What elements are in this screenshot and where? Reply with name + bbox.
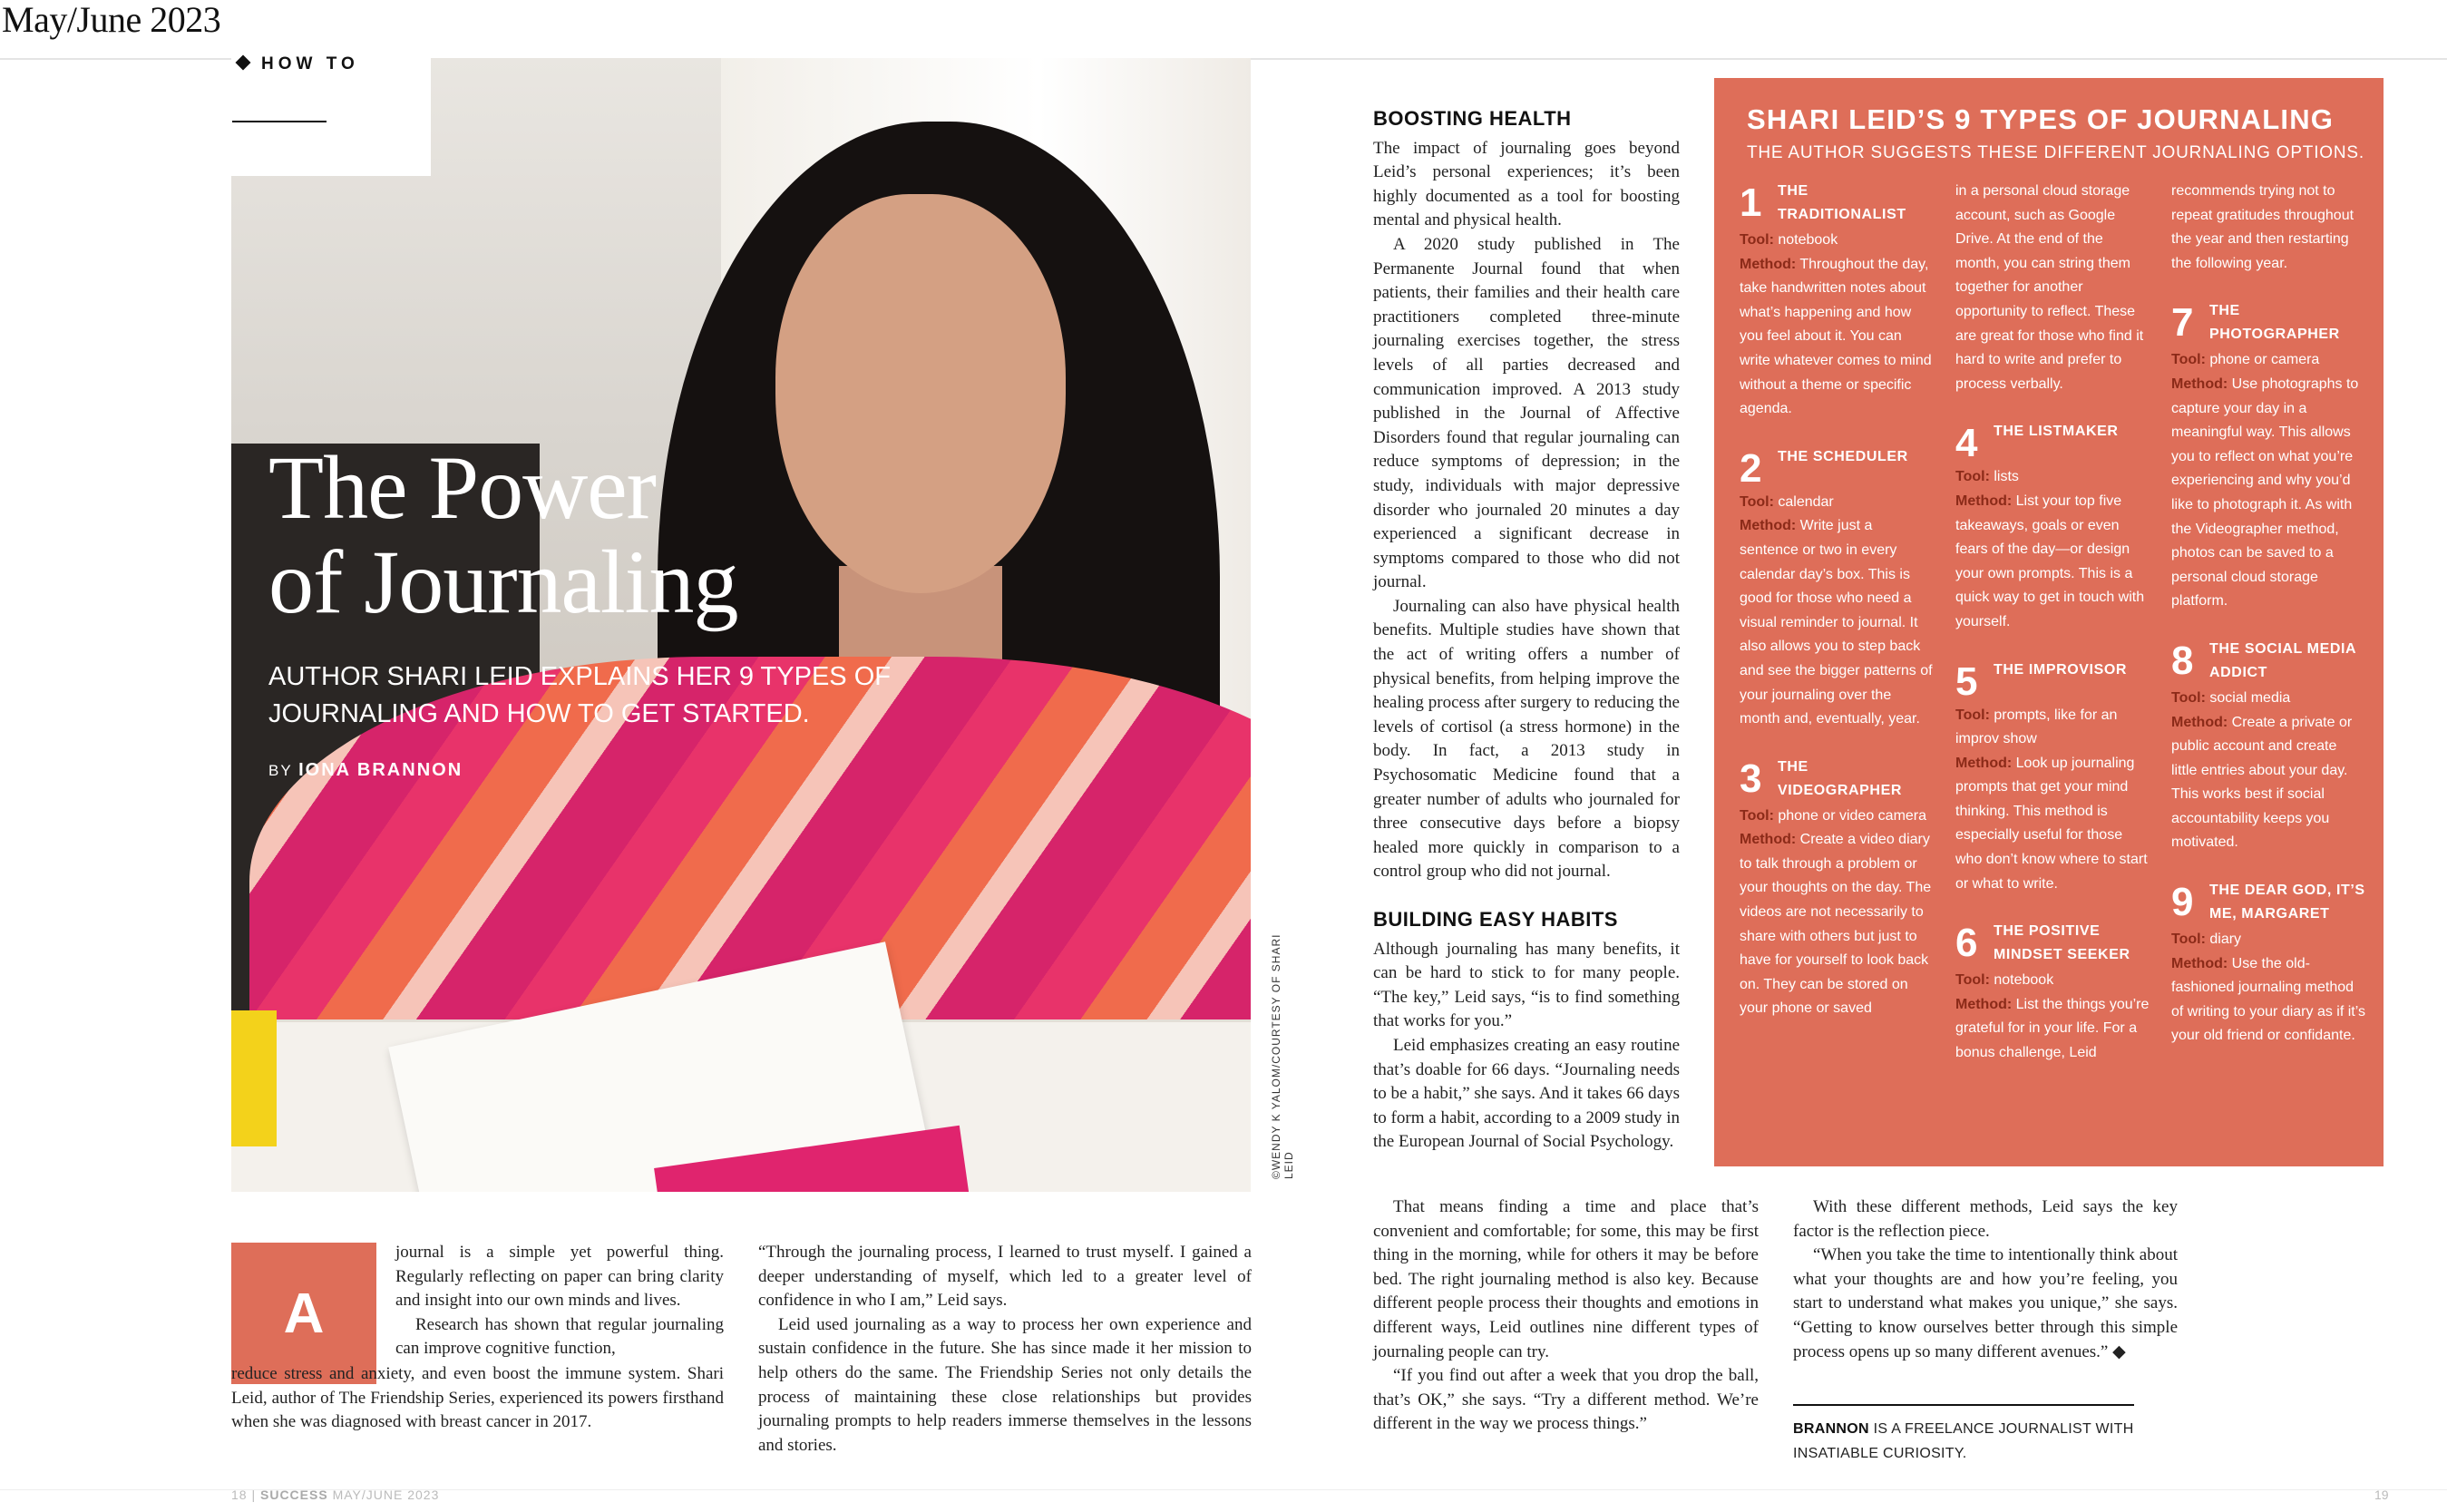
bio-rule	[1793, 1404, 2134, 1406]
body-column-3: BOOSTING HEALTH The impact of journaling goes beyond Leid’s personal experiences; it’s been highly documented as a tool for boosting mental and physical health. A 2020 study published in The Permanente Journal found that when patients, their families and their health care practitioners completed three-minute journaling exercises together, the stress levels of all parties decreased and communication improved. A 2013 study published in the Journal of Affective Disorders found that regular journaling can reduce symptoms of depression; in the study, individuals with major depressive disorder who journaled 20 minutes a day experienced a significant decrease in symptoms compared to those who did not journal. Journaling can also have physical health benefits. Multiple studies have shown that the act of writing offers a number of physical benefits, from helping improve the healing process after surgery to reducing the levels of cortisol (a stress hormone) in the body. In fact, a 2013 study in Psychosomatic Medicine found that a greater number of adults who journaled for three consecutive days before a biopsy healed more quickly in comparison to a control group who did not journal. BUILDING EASY HABITS Although journaling has many benefits, it can be hard to stick to for many people. “The key,” Leid says, “is to find something that works for you.” Leid emphasizes creating an easy routine that’s doable for 66 days. “Journaling needs to be a habit,” she says. And it takes 66 days to form a habit, according to a 2009 study in the European Journal of Social Psychology.	[1373, 107, 1680, 1152]
photo-credit: ©WENDY K YALOM/COURTESY OF SHARI LEID	[1270, 933, 1295, 1179]
intro-text-cont: reduce stress and anxiety, and even boost the immune system. Shari Leid, author of The Friendship Series, experienced its powers firsthand when she was diagnosed with breast cancer in 2017.	[231, 1364, 724, 1432]
byline: BY IONA BRANNON	[268, 760, 463, 780]
body-column-4: With these different methods, Leid says the key factor is the reflection piece. “When you take the time to intentionally think about what your thoughts are and how you’re feeling, you start to understand what makes you unique,” she says. “Getting to know ourselves better through this simple process opens up so many different avenues.” ◆	[1793, 1197, 2178, 1361]
sidebar-column-1	[1740, 180, 1935, 1045]
body-column-3-cont: That means finding a time and place that’s convenient and comfortable; for some, this may be first thing in the morning, while for others it may be before bed. The right journaling method is also key. Because different people process their thoughts and emotions in different ways, Leid outlines nine different types of journaling people can try. “If you find out after a week that you drop the ball, that’s OK,” she says. “Try a different method. We’re different in the way we process things.”	[1373, 1197, 1759, 1434]
folio-right: 19	[2374, 1488, 2389, 1502]
type-4: 4 THE LISTMAKER Tool: lists Method: List your top five takeaways, goals or even fears of the day—or design your own prompts. This is a quick way to get in touch with yourself.	[1955, 421, 2145, 629]
type-2: 2 THE SCHEDULER Tool: calendar Method: Write just a sentence or two in every calendar day’s box. This is good for those who need a visual reminder to journal. It also allows you to step back and see the bigger patterns of your journaling over the month and, eventually, year.	[1740, 445, 1933, 727]
type-9: 9 THE DEAR GOD, IT’S ME, MARGARET Tool: diary Method: Use the old-fashioned journaling method of writing to your diary as if it’s your old friend or confidante.	[2171, 880, 2366, 1044]
type-1: 1 THE TRADITIONALIST Tool: notebook Method: Throughout the day, take handwritten notes about what’s happening and how you feel about it. You can write whatever comes to mind without a theme or specific agenda.	[1740, 180, 1932, 417]
journaling-types-sidebar	[1714, 78, 2384, 1166]
heading-boosting-health: BOOSTING HEALTH	[1373, 107, 1572, 130]
body-column-2: “Through the journaling process, I learned to trust myself. I gained a deeper understanding of myself, which led to a greater level of confidence in who I am,” Leid says. Leid used journaling as a way to process her own experience and sustain confidence in the future. She has since made it her mission to help others do the same. The Friendship Series not only details the process of maintaining these close relationships but provides journaling prompts to help readers immerse themselves in the lessons and stories.	[758, 1243, 1252, 1455]
viewer-top-bar	[0, 0, 2447, 60]
section-label: HOW TO	[238, 54, 359, 74]
type-8: 8 THE SOCIAL MEDIA ADDICT Tool: social media Method: Create a private or public account and create little entries about your day. This works best if social accountability keeps you motivated.	[2171, 638, 2356, 851]
sidebar-column-3	[2171, 180, 2366, 1072]
type-6: 6 THE POSITIVE MINDSET SEEKER Tool: notebook Method: List the things you’re grateful for in your life. For a bonus challenge, Leid	[1955, 921, 2150, 1061]
diamond-icon	[236, 55, 251, 71]
type-3: 3 THE VIDEOGRAPHER Tool: phone or video camera Method: Create a video diary to talk through a problem or your thoughts on the day. The videos are not necessarily to share with others but just to have for yourself to look back on. They can be stored on your phone or saved	[1740, 756, 1932, 1017]
sidebar-title: SHARI LEID’S 9 TYPES OF JOURNALING	[1747, 103, 2335, 135]
section-label-box	[231, 58, 431, 176]
sidebar-column-2	[1955, 180, 2150, 1089]
type-3-cont: in a personal cloud storage account, such as Google Drive. At the end of the month, you can string them together for another opportunity to reflect. These are great for those who find it hard to write and prefer to process verbally.	[1955, 183, 2144, 392]
intro-text: journal is a simple yet powerful thing. Regularly reflecting on paper can bring clarity and insight into our own minds and lives. Research has shown that regular journaling can improve cognitive function,	[395, 1243, 724, 1359]
author-bio: BRANNON IS A FREELANCE JOURNALIST WITH INSATIABLE CURIOSITY.	[1793, 1421, 2134, 1461]
heading-building-habits: BUILDING EASY HABITS	[1373, 908, 1618, 931]
article-title: The Power of Journaling	[268, 437, 738, 632]
sidebar-subtitle: THE AUTHOR SUGGESTS THESE DIFFERENT JOURNALING OPTIONS.	[1747, 143, 2364, 162]
folio-left: 18 | SUCCESS MAY/JUNE 2023	[231, 1488, 440, 1502]
drop-cap: A	[231, 1243, 376, 1384]
type-7: 7 THE PHOTOGRAPHER Tool: phone or camera Method: Use photographs to capture your day in a meaningful way. This allows you to reflect on what you’re experiencing and why you’d like to photograph it. As with the Videographer method, photos can be saved to a personal cloud storage platform.	[2171, 300, 2359, 610]
article-subtitle: AUTHOR SHARI LEID EXPLAINS HER 9 TYPES OF JOURNALING AND HOW TO GET STARTED.	[268, 662, 891, 728]
section-rule	[232, 121, 327, 122]
type-5: 5 THE IMPROVISOR Tool: prompts, like for an improv show Method: Look up journaling prompts that get your mind thinking. This method is especially useful for those who don’t know where to start or what to write.	[1955, 658, 2148, 892]
issue-title: May/June 2023	[2, 0, 221, 40]
type-6-cont: recommends trying not to repeat gratitudes throughout the year and then restarting the following year.	[2171, 183, 2354, 271]
